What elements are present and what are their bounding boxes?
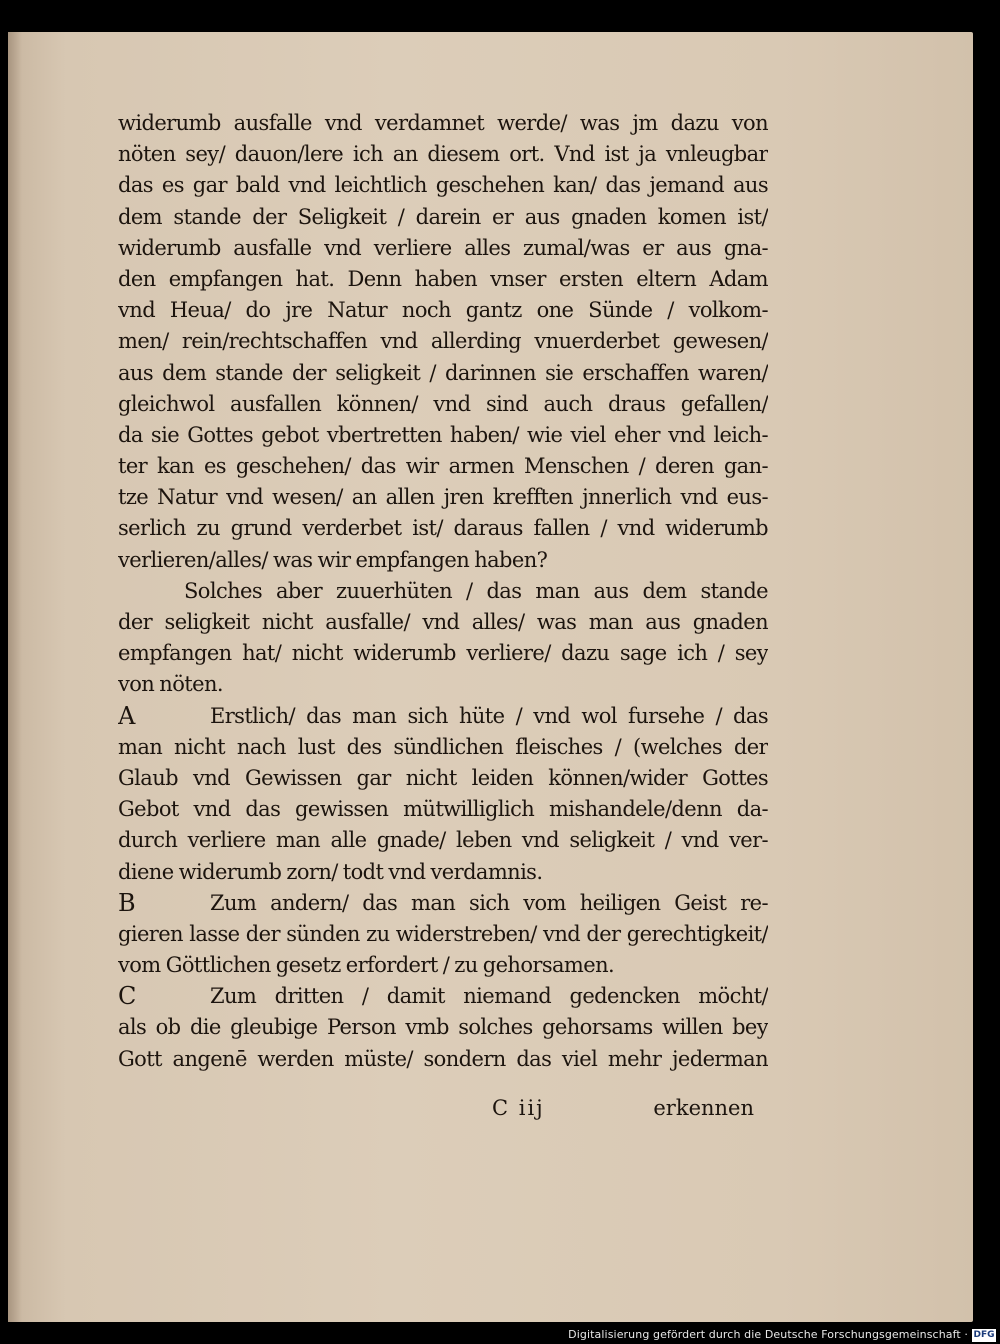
text-line: den empfangen hat. Denn haben vnser ersten eltern Adam bbox=[118, 266, 768, 291]
point-a-line: man nicht nach lust des sündlichen fleisches / (welches der bbox=[118, 734, 768, 759]
text-line: men/ rein/rechtschaffen vnd allerding vnuerderbet gewesen/ bbox=[118, 329, 768, 354]
text-line: aus dem stande der seligkeit / darinnen sie erschaffen waren/ bbox=[118, 360, 768, 385]
text-line: serlich zu grund verderbet ist/ daraus fallen / vnd widerumb bbox=[118, 516, 768, 541]
digitization-credit: Digitalisierung gefördert durch die Deutsche Forschungsgemeinschaft · bbox=[568, 1328, 968, 1341]
point-c-text: Zum dritten / damit niemand gedencken möcht/ bbox=[210, 984, 768, 1009]
point-c-line: als ob die gleubige Person vmb solches gehorsams willen bey bbox=[118, 1015, 768, 1040]
dfg-logo: DFG bbox=[973, 1330, 995, 1340]
text-line: vnd Heua/ do jre Natur noch gantz one Sünde / volkom- bbox=[118, 298, 768, 323]
text-line: tze Natur vnd wesen/ an allen jren krefften jnnerlich vnd eus- bbox=[118, 485, 768, 510]
point-a-line: durch verliere man alle gnade/ leben vnd seligkeit / vnd ver- bbox=[118, 828, 768, 853]
text-line: ter kan es geschehen/ das wir armen Menschen / deren gan- bbox=[118, 454, 768, 479]
text-line: dem stande der Seligkeit / darein er aus gnaden komen ist/ bbox=[118, 204, 768, 229]
text-line: gleichwol ausfallen können/ vnd sind auch draus gefallen/ bbox=[118, 391, 768, 416]
catchword: erkennen bbox=[653, 1096, 754, 1120]
point-a-line: Gebot vnd das gewissen mütwilliglich mishandele/denn da- bbox=[118, 797, 768, 822]
point-c-line: Gott angenē werden müste/ sondern das viel mehr jederman bbox=[118, 1046, 768, 1071]
point-b-text: Zum andern/ das man sich vom heiligen Geist re- bbox=[210, 890, 768, 915]
point-a-text: Erstlich/ das man sich hüte / vnd wol fursehe / das bbox=[210, 703, 768, 728]
marginal-letter-c: C bbox=[118, 982, 136, 1011]
point-a-first-line bbox=[118, 701, 768, 732]
text-line: verlieren/alles/ was wir empfangen haben? bbox=[118, 547, 548, 572]
marginal-letter-b: B bbox=[118, 888, 136, 917]
page-footer bbox=[118, 1096, 768, 1128]
point-c-first-line bbox=[118, 981, 768, 1012]
text-line: das es gar bald vnd leichtlich geschehen kan/ das jemand aus bbox=[118, 173, 768, 198]
text-line: nöten sey/ dauon/lere ich an diesem ort. Vnd ist ja vnleugbar bbox=[118, 142, 768, 167]
paragraph-line: Solches aber zuuerhüten / das man aus dem stande bbox=[184, 578, 768, 603]
point-b-line: gieren lasse der sünden zu widerstreben/ vnd der gerechtigkeit/ bbox=[118, 921, 768, 946]
paragraph-line: von nöten. bbox=[118, 672, 223, 697]
paragraph-line: der seligkeit nicht ausfalle/ vnd alles/ was man aus gnaden bbox=[118, 610, 768, 634]
text-line: widerumb ausfalle vnd verdamnet werde/ was jm dazu von bbox=[118, 111, 768, 135]
signature-mark: C iij bbox=[492, 1096, 545, 1120]
point-a-line: Glaub vnd Gewissen gar nicht leiden können/wider Gottes bbox=[118, 765, 768, 790]
text-line: da sie Gottes gebot vbertretten haben/ wie viel eher vnd leich- bbox=[118, 422, 768, 447]
text-body bbox=[118, 108, 768, 1075]
paragraph-line: empfangen hat/ nicht widerumb verliere/ dazu sage ich / sey bbox=[118, 641, 768, 666]
point-b-line: vom Göttlichen gesetz erfordert / zu gehorsamen. bbox=[118, 953, 615, 978]
scanned-page bbox=[8, 32, 973, 1322]
marginal-letter-a: A bbox=[118, 701, 135, 730]
point-b-first-line bbox=[118, 888, 768, 919]
text-line: widerumb ausfalle vnd verliere alles zumal/was er aus gna- bbox=[118, 235, 768, 260]
point-a-line: diene widerumb zorn/ todt vnd verdamnis. bbox=[118, 859, 543, 884]
